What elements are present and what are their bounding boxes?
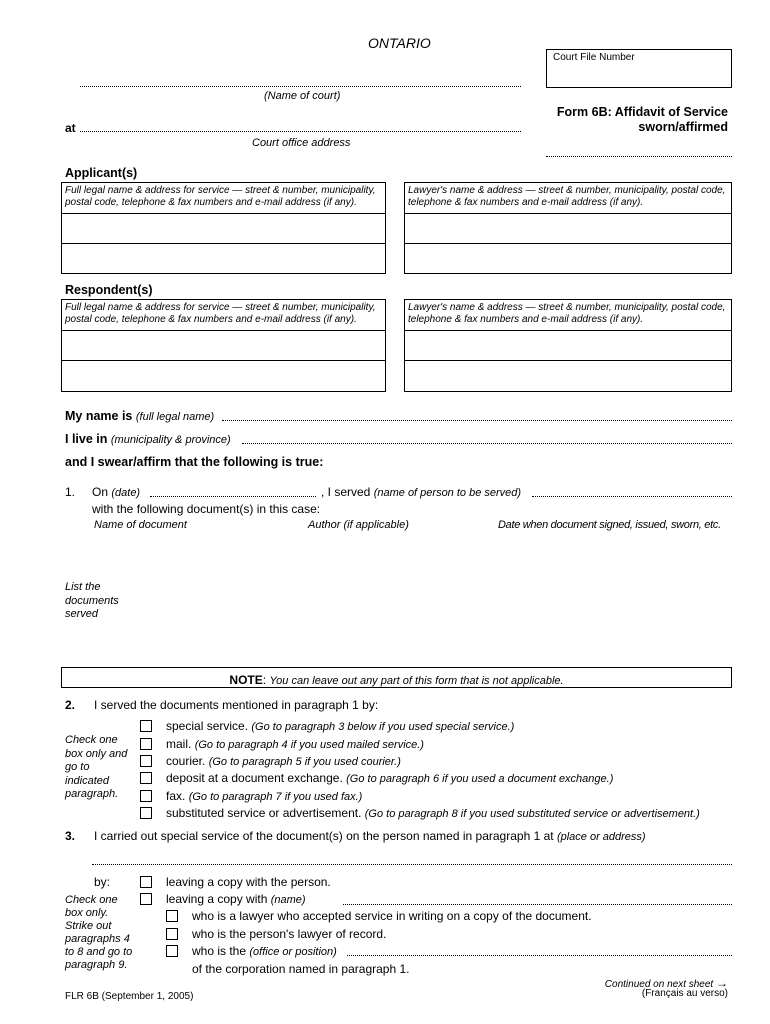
col-date-signed: Date when document signed, issued, sworn, etc.: [498, 519, 721, 531]
note-text: You can leave out any part of this form that is not applicable.: [269, 675, 564, 687]
option-label: who is the: [192, 944, 247, 958]
province-title: ONTARIO: [368, 35, 431, 51]
option-special-service: [166, 719, 514, 733]
para3-main-text: I carried out special service of the document(s) on the person named in paragraph 1 at: [94, 829, 554, 843]
option-courier: [166, 754, 401, 768]
my-name-hint: (full legal name): [135, 411, 215, 423]
side-note-line: indicated: [65, 774, 110, 787]
applicant-row-2[interactable]: [61, 243, 386, 274]
applicants-heading: Applicant(s): [65, 166, 138, 180]
full-legal-name-field[interactable]: [222, 420, 732, 421]
continued-text: Continued on next sheet: [604, 979, 714, 990]
option-label: mail.: [166, 737, 192, 751]
respondent-lawyer-row-1[interactable]: [404, 330, 732, 361]
list-note-line: documents: [65, 594, 119, 607]
para3-number: 3.: [65, 829, 76, 843]
list-note-line: List the: [65, 581, 101, 593]
para3-side-note: [65, 894, 132, 972]
side-note-line: Check one: [65, 894, 118, 906]
respondent-lawyer-header-text: Lawyer's name & address — street & number, municipality, postal code, telephone & fax numbers and e-mail address (if any).: [408, 302, 726, 325]
my-name-bold: My name is: [65, 409, 133, 423]
court-name-caption: (Name of court): [264, 90, 341, 102]
form-title-underline[interactable]: [546, 156, 732, 157]
para1-served-text: , I served: [321, 485, 371, 499]
option-fax: [166, 789, 362, 803]
form-title: [546, 105, 728, 135]
para1-date-hint: (date): [111, 487, 141, 499]
applicant-name-header-text: Full legal name & address for service — street & number, municipality, postal code, telephone & fax numbers and e-mail address (if any).: [65, 185, 376, 208]
service-date-field[interactable]: [150, 496, 316, 497]
my-name-label: [65, 409, 214, 423]
option-document-exchange: [166, 771, 613, 785]
side-note-line: paragraphs 4: [65, 933, 130, 945]
para1-on: [92, 485, 140, 499]
checkbox-leave-copy-with[interactable]: [140, 893, 152, 905]
court-file-number-box[interactable]: [546, 49, 732, 88]
court-office-caption: Court office address: [252, 137, 351, 149]
office-position-field[interactable]: [347, 955, 732, 956]
applicant-lawyer-header: [404, 182, 732, 214]
option-hint: (Go to paragraph 4 if you used mailed service.): [194, 739, 424, 751]
para1-number: 1.: [65, 485, 76, 499]
arrow-right-icon: →: [716, 976, 728, 990]
side-note-line: to 8 and go to: [65, 946, 133, 958]
checkbox-substituted-service[interactable]: [140, 807, 152, 819]
side-note-line: box only.: [65, 907, 109, 919]
form-subtitle-line: sworn/affirmed: [638, 120, 728, 134]
option-mail: [166, 737, 424, 751]
checkbox-lawyer-of-record[interactable]: [166, 928, 178, 940]
live-in-hint: (municipality & province): [110, 434, 231, 446]
live-in-bold: I live in: [65, 432, 108, 446]
checkbox-courier[interactable]: [140, 755, 152, 767]
option-substituted-service: [166, 806, 700, 820]
option-label: special service.: [166, 719, 249, 733]
respondent-row-2[interactable]: [61, 360, 386, 392]
para2-text: I served the documents mentioned in paragraph 1 by:: [94, 698, 379, 712]
sub-option-office-position: [192, 944, 337, 958]
checkbox-special-service[interactable]: [140, 720, 152, 732]
respondent-row-1[interactable]: [61, 330, 386, 361]
respondent-lawyer-row-2[interactable]: [404, 360, 732, 392]
option-label: fax.: [166, 789, 186, 803]
checkbox-leave-copy-person[interactable]: [140, 876, 152, 888]
respondent-lawyer-header: [404, 299, 732, 331]
para1-served: [321, 485, 521, 499]
option-label: substituted service or advertisement.: [166, 806, 362, 820]
option-leave-copy-person: leaving a copy with the person.: [166, 875, 331, 889]
form-title-line: Form 6B: Affidavit of Service: [556, 105, 728, 119]
option-label: deposit at a document exchange.: [166, 771, 343, 785]
para2-number: 2.: [65, 698, 76, 712]
service-address-field[interactable]: [92, 864, 732, 865]
applicant-lawyer-row-1[interactable]: [404, 213, 732, 244]
checkbox-mail[interactable]: [140, 738, 152, 750]
option-hint: (Go to paragraph 6 if you used a document exchange.): [346, 773, 614, 785]
respondent-name-header-text: Full legal name & address for service — street & number, municipality, postal code, telephone & fax numbers and e-mail address (if any).: [65, 302, 376, 325]
col-name-of-document: Name of document: [94, 519, 187, 531]
option-hint: (name): [270, 894, 306, 906]
side-note-line: box only and: [65, 747, 128, 760]
checkbox-lawyer-accepted[interactable]: [166, 910, 178, 922]
option-hint: (Go to paragraph 5 if you used courier.): [208, 756, 401, 768]
french-version-note: (Français au verso): [641, 988, 728, 999]
note-box: NOTE: You can leave out any part of this form that is not applicable.: [61, 667, 732, 688]
col-author: Author (if applicable): [308, 519, 409, 531]
para1-on-text: On: [92, 485, 109, 499]
recipient-name-field[interactable]: [343, 904, 732, 905]
respondent-name-header: [61, 299, 386, 331]
documents-list-area[interactable]: [92, 535, 732, 660]
option-label: leaving a copy with: [166, 892, 268, 906]
applicant-name-header: [61, 182, 386, 214]
applicant-row-1[interactable]: [61, 213, 386, 244]
side-note-line: go to: [65, 761, 90, 773]
sub-option-corporation: of the corporation named in paragraph 1.: [192, 962, 410, 976]
list-note-line: served: [65, 608, 99, 620]
para3-text: [94, 829, 646, 843]
para1-person-hint: (name of person to be served): [373, 487, 522, 499]
para3-place-hint: (place or address): [556, 831, 646, 843]
option-hint: (Go to paragraph 3 below if you used special service.): [251, 721, 515, 733]
checkbox-office-position[interactable]: [166, 945, 178, 957]
live-in-label: [65, 432, 231, 446]
applicant-lawyer-header-text: Lawyer's name & address — street & number, municipality, postal code, telephone & fax numbers and e-mail address (if any).: [408, 185, 726, 208]
at-label: at: [65, 121, 76, 135]
person-served-field[interactable]: [532, 496, 732, 497]
option-hint: (Go to paragraph 8 if you used substituted service or advertisement.): [364, 808, 700, 820]
form-id: FLR 6B (September 1, 2005): [65, 991, 194, 1002]
respondents-heading: Respondent(s): [65, 283, 153, 297]
option-hint: (office or position): [249, 946, 337, 958]
side-note-line: Strike out: [65, 920, 112, 932]
side-note-line: paragraph.: [65, 788, 119, 800]
municipality-field[interactable]: [242, 443, 732, 444]
option-hint: (Go to paragraph 7 if you used fax.): [188, 791, 363, 803]
checkbox-document-exchange[interactable]: [140, 772, 152, 784]
option-label: courier.: [166, 754, 206, 768]
para1-with-docs: with the following document(s) in this case:: [92, 502, 321, 516]
option-leave-copy-with: [166, 892, 306, 906]
para2-side-note: [65, 734, 127, 802]
note-label: NOTE: [229, 673, 263, 687]
swear-statement: and I swear/affirm that the following is true:: [65, 455, 324, 469]
applicant-lawyer-row-2[interactable]: [404, 243, 732, 274]
side-note-line: paragraph 9.: [65, 959, 128, 971]
sub-option-lawyer-accepted: who is a lawyer who accepted service in writing on a copy of the document.: [192, 909, 592, 923]
court-file-number-label: Court File Number: [553, 52, 635, 63]
sub-option-lawyer-of-record: who is the person's lawyer of record.: [192, 927, 387, 941]
para3-by: by:: [94, 875, 111, 889]
court-name-field[interactable]: [80, 86, 521, 87]
checkbox-fax[interactable]: [140, 790, 152, 802]
side-note-line: Check one: [65, 734, 118, 746]
court-office-address-field[interactable]: [80, 131, 521, 132]
